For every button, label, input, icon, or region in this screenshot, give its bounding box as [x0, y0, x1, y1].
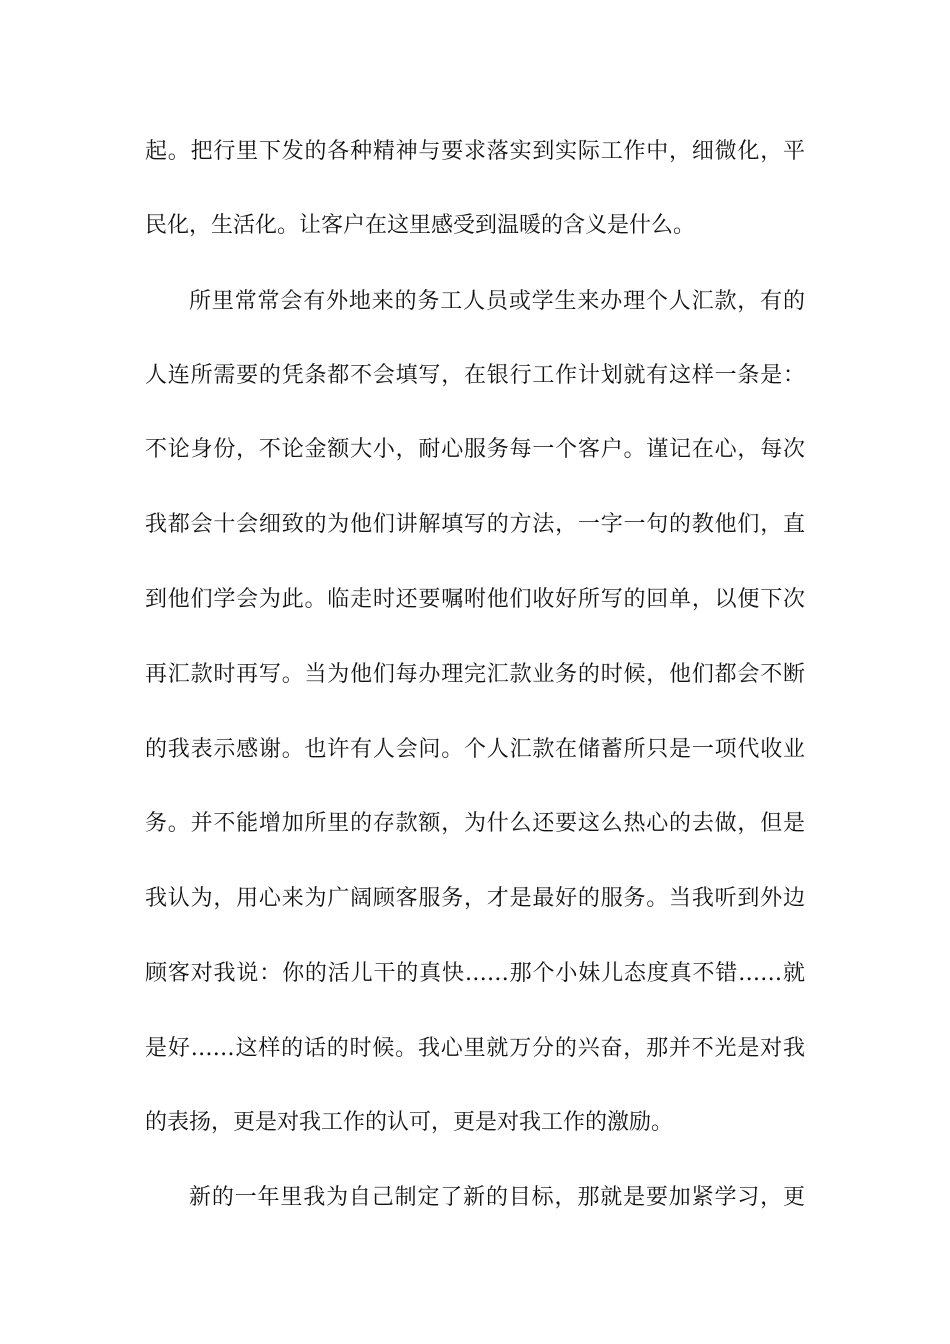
text-line-14: 的表扬，更是对我工作的认可，更是对我工作的激励。 — [145, 1110, 674, 1135]
text-line-7: 到他们学会为此。临走时还要嘱咐他们收好所写的回单，以便下次 — [145, 587, 805, 612]
text-line-6: 我都会十会细致的为他们讲解填写的方法，一字一句的教他们，直 — [145, 512, 805, 537]
text-line-1: 起。把行里下发的各种精神与要求落实到实际工作中，细微化，平 — [145, 139, 805, 164]
paragraph-start-line: 所里常常会有外地来的务工人员或学生来办理个人汇款，有的 — [189, 289, 805, 314]
text-line-9: 的我表示感谢。也许有人会问。个人汇款在储蓄所只是一项代收业 — [145, 737, 805, 762]
text-line-2: 民化，生活化。让客户在这里感受到温暖的含义是什么。 — [145, 213, 696, 238]
text-line-5: 不论身份，不论金额大小，耐心服务每一个客户。谨记在心，每次 — [145, 437, 805, 462]
text-line-11: 我认为，用心来为广阔顾客服务，才是最好的服务。当我听到外边 — [145, 886, 805, 911]
paragraph-start-line-2: 新的一年里我为自己制定了新的目标，那就是要加紧学习，更 — [189, 1185, 805, 1210]
text-line-10: 务。并不能增加所里的存款额，为什么还要这么热心的去做，但是 — [145, 811, 805, 836]
text-line-13: 是好……这样的话的时候。我心里就万分的兴奋，那并不光是对我 — [145, 1036, 805, 1061]
text-line-4: 人连所需要的凭条都不会填写，在银行工作计划就有这样一条是： — [145, 363, 805, 388]
text-line-12: 顾客对我说：你的活儿干的真快……那个小妹儿态度真不错……就 — [145, 961, 805, 986]
text-line-8: 再汇款时再写。当为他们每办理完汇款业务的时候，他们都会不断 — [145, 662, 805, 687]
